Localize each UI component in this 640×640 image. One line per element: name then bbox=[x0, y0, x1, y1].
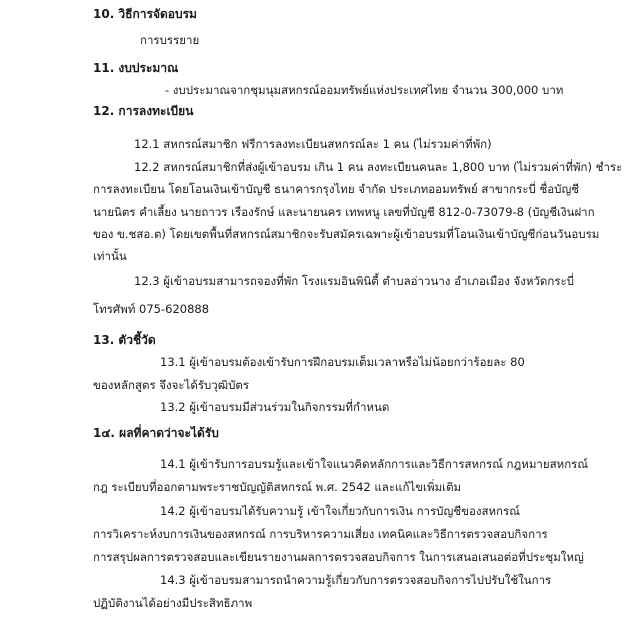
line-14-2: กฎ ระเบียบที่ออกตามพระราชบัญญัติสหกรณ์ พ.ศ. 2542 และแก้ไขเพิ่มเติม bbox=[93, 480, 462, 494]
line-13-1: 13.1 ผู้เข้าอบรมต้องเข้ารับการฝึกอบรมเต็มเวลาหรือไม่น้อยกว่าร้อยละ 80 bbox=[160, 355, 525, 369]
heading-10: 10. วิธีการจัดอบรม bbox=[93, 7, 197, 21]
line-14-4: การวิเคราะห์งบการเงินของสหกรณ์ การบริหารความเสี่ยง เทคนิคและวิธีการตรวจสอบกิจการ bbox=[93, 527, 548, 541]
line-12-6: เท่านั้น bbox=[93, 249, 127, 263]
line-12-7: 12.3 ผู้เข้าอบรมสามารถจองที่พัก โรงแรมอินพินิตี้ ตำบลอ่าวนาง อำเภอเมือง จังหวัดกระบี่ bbox=[134, 274, 575, 288]
line-14-3: 14.2 ผู้เข้าอบรมได้รับความรู้ เข้าใจเกี่ยวกับการเงิน การบัญชีของสหกรณ์ bbox=[160, 504, 520, 518]
line-11-1: - งบประมาณจากชุมนุมสหกรณ์ออมทรัพย์แห่งประเทศไทย จำนวน 300,000 บาท bbox=[165, 83, 564, 97]
heading-11: 11. งบประมาณ bbox=[93, 61, 179, 75]
line-12-2: 12.2 สหกรณ์สมาชิกที่ส่งผู้เข้าอบรม เกิน 1 คน ลงทะเบียนคนละ 1,800 บาท (ไม่รวมค่าที่พัก) ชำระ bbox=[134, 160, 623, 174]
line-10-1: การบรรยาย bbox=[140, 33, 200, 47]
line-14-5: การสรุปผลการตรวจสอบและเขียนรายงานผลการตรวจสอบกิจการ ในการเสนอเสนอต่อที่ประชุมใหญ่ bbox=[93, 550, 584, 564]
line-12-8: โทรศัพท์ 075-620888 bbox=[93, 302, 210, 316]
heading-12: 12. การลงทะเบียน bbox=[93, 104, 194, 118]
line-14-7: ปฏิบัติงานได้อย่างมีประสิทธิภาพ bbox=[93, 596, 253, 610]
line-12-1: 12.1 สหกรณ์สมาชิก ฟรีการลงทะเบียนสหกรณ์ละ 1 คน (ไม่รวมค่าที่พัก) bbox=[134, 137, 492, 151]
heading-13: 13. ตัวชี้วัด bbox=[93, 333, 156, 347]
line-13-2: ของหลักสูตร จึงจะได้รับวุฒิบัตร bbox=[93, 378, 250, 392]
heading-14: 1๔. ผลที่คาดว่าจะได้รับ bbox=[93, 426, 219, 440]
line-12-3: การลงทะเบียน โดยโอนเงินเข้าบัญชี ธนาคารกรุงไทย จำกัด ประเภทออมทรัพย์ สาขากระบี่ ชื่อบัญชี bbox=[93, 182, 580, 196]
line-14-1: 14.1 ผู้เข้ารับการอบรมรู้และเข้าใจแนวคิดหลักการและวิธีการสหกรณ์ กฎหมายสหกรณ์ bbox=[160, 457, 589, 471]
line-12-4: นายนิตร คำเลี้ยง นายถาวร เรืองรักษ์ และนายนคร เทพหนู เลขที่บัญชี 812-0-73079-8 (บัญชีเงินฝาก bbox=[93, 205, 595, 219]
line-12-5: ของ ข.ชสอ.ต) โดยเขตพื้นที่สหกรณ์สมาชิกจะรับสมัครเฉพาะผู้เข้าอบรมที่โอนเงินเข้าบัญชีก่อนวันอบรม bbox=[93, 227, 600, 241]
line-13-3: 13.2 ผู้เข้าอบรมมีส่วนร่วมในกิจกรรมที่กำหนด bbox=[160, 400, 390, 414]
line-14-6: 14.3 ผู้เข้าอบรมสามารถนำความรู้เกี่ยวกับการตรวจสอบกิจการไปปรับใช้ในการ bbox=[160, 573, 552, 587]
